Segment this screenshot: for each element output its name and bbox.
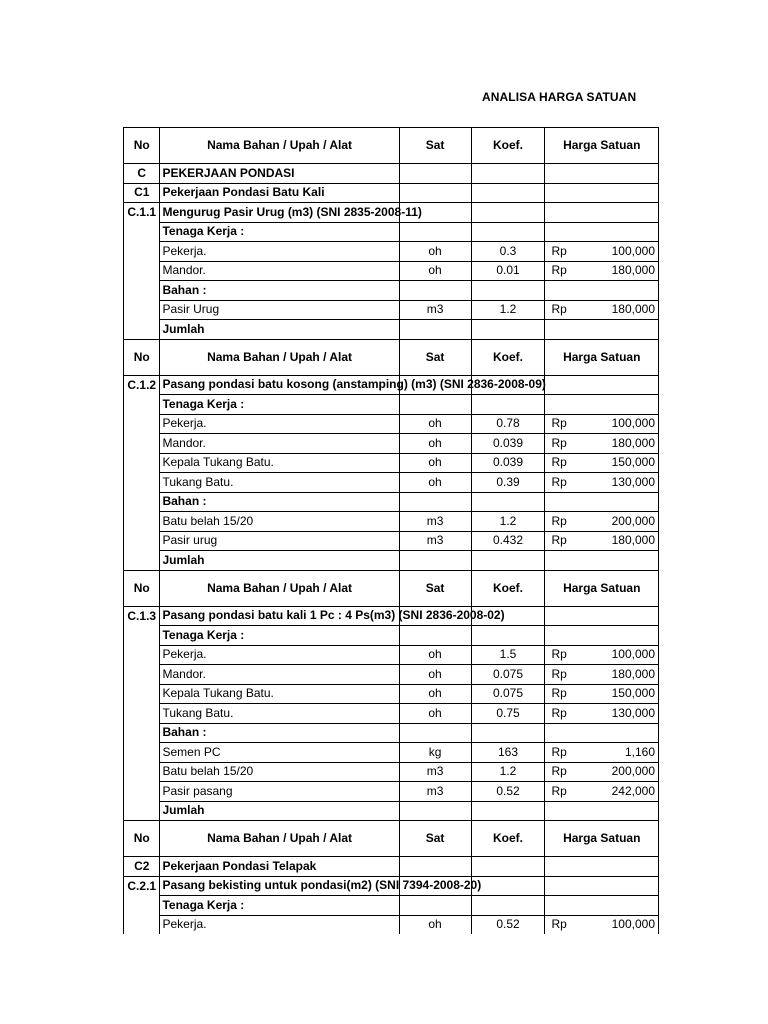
row-unit — [399, 723, 471, 743]
row-number — [124, 320, 160, 340]
price-cell — [547, 474, 656, 491]
price-cell — [547, 705, 656, 722]
table-row — [124, 723, 659, 743]
row-price — [545, 762, 659, 782]
row-price — [545, 531, 659, 551]
row-description: Pekerja. — [160, 242, 399, 262]
row-description: Jumlah — [160, 320, 399, 340]
row-unit: m3 — [399, 762, 471, 782]
row-description: Tenaga Kerja : — [160, 626, 399, 646]
row-price — [545, 876, 659, 896]
row-unit: oh — [399, 684, 471, 704]
price-value: 150,000 — [611, 455, 655, 470]
currency-label: Rp — [551, 917, 567, 932]
price-cell — [547, 415, 656, 432]
table-row — [124, 300, 659, 320]
row-description: Tenaga Kerja : — [160, 395, 399, 415]
row-unit: m3 — [399, 512, 471, 532]
table-row — [124, 626, 659, 646]
row-number — [124, 473, 160, 493]
currency-label: Rp — [551, 705, 567, 720]
row-price — [545, 857, 659, 877]
currency-label: Rp — [551, 686, 567, 701]
row-unit: oh — [399, 704, 471, 724]
price-value: 180,000 — [611, 533, 655, 548]
row-description: Mandor. — [160, 434, 399, 454]
row-description: Pekerja. — [160, 915, 399, 934]
row-number: C.2.1 — [124, 876, 160, 896]
row-number — [124, 512, 160, 532]
table-row — [124, 665, 659, 685]
row-price — [545, 222, 659, 242]
currency-label: Rp — [551, 455, 567, 470]
row-description: Batu belah 15/20 — [160, 512, 399, 532]
row-unit: oh — [399, 473, 471, 493]
row-coefficient — [471, 896, 545, 916]
row-description: Pasang pondasi batu kosong (anstamping) (m3) (SNI 2836-2008-09) — [160, 375, 399, 395]
row-price — [545, 434, 659, 454]
row-unit: oh — [399, 453, 471, 473]
row-price — [545, 300, 659, 320]
row-price — [545, 473, 659, 493]
header-coef: Koef. — [471, 821, 545, 857]
row-description: Mengurug Pasir Urug (m3) (SNI 2835-2008-11) — [160, 203, 399, 223]
row-price — [545, 281, 659, 301]
row-price — [545, 320, 659, 340]
row-unit — [399, 164, 471, 184]
row-number — [124, 453, 160, 473]
price-value: 100,000 — [611, 416, 655, 431]
row-number — [124, 896, 160, 916]
row-description: Pekerjaan Pondasi Telapak — [160, 857, 399, 877]
row-price — [545, 684, 659, 704]
row-number: C.1.2 — [124, 375, 160, 395]
table-row — [124, 242, 659, 262]
row-price — [545, 665, 659, 685]
header-coef: Koef. — [471, 339, 545, 375]
price-cell — [547, 243, 656, 260]
row-description: Kepala Tukang Batu. — [160, 453, 399, 473]
table-row — [124, 915, 659, 934]
table-row — [124, 375, 659, 395]
header-no: No — [124, 128, 160, 164]
row-number — [124, 915, 160, 934]
header-name: Nama Bahan / Upah / Alat — [160, 128, 399, 164]
row-description: Pasir Urug — [160, 300, 399, 320]
row-price — [545, 896, 659, 916]
page-title: ANALISA HARGA SATUAN — [482, 90, 637, 104]
row-description: Pekerja. — [160, 414, 399, 434]
row-coefficient: 1.2 — [471, 512, 545, 532]
header-row — [124, 339, 659, 375]
price-value: 1,160 — [624, 744, 655, 759]
row-description: Jumlah — [160, 801, 399, 821]
table-row — [124, 281, 659, 301]
row-description: Pekerja. — [160, 645, 399, 665]
row-unit: oh — [399, 414, 471, 434]
row-description: Pasir pasang — [160, 782, 399, 802]
row-number — [124, 704, 160, 724]
row-number: C2 — [124, 857, 160, 877]
row-number — [124, 222, 160, 242]
row-number — [124, 723, 160, 743]
table-row — [124, 645, 659, 665]
row-price — [545, 453, 659, 473]
currency-label: Rp — [551, 647, 567, 662]
table-row — [124, 164, 659, 184]
row-description: Kepala Tukang Batu. — [160, 684, 399, 704]
row-description: Mandor. — [160, 665, 399, 685]
table-row — [124, 512, 659, 532]
table-row — [124, 684, 659, 704]
currency-label: Rp — [551, 744, 567, 759]
table-row — [124, 876, 659, 896]
price-value: 130,000 — [611, 705, 655, 720]
price-value: 200,000 — [611, 764, 655, 779]
row-description: Tukang Batu. — [160, 473, 399, 493]
price-cell — [547, 763, 656, 780]
table-row — [124, 473, 659, 493]
row-description: Pasang pondasi batu kali 1 Pc : 4 Ps(m3) (SNI 2836-2008-02) — [160, 606, 399, 626]
price-value: 180,000 — [611, 302, 655, 317]
header-unit: Sat — [399, 128, 471, 164]
price-cell — [547, 454, 656, 471]
row-description: Tukang Batu. — [160, 704, 399, 724]
row-coefficient: 163 — [471, 743, 545, 763]
table-row — [124, 896, 659, 916]
row-description: Mandor. — [160, 261, 399, 281]
row-unit — [399, 896, 471, 916]
row-number — [124, 395, 160, 415]
row-coefficient — [471, 203, 545, 223]
row-coefficient — [471, 876, 545, 896]
header-name: Nama Bahan / Upah / Alat — [160, 339, 399, 375]
price-cell — [547, 532, 656, 549]
table-row — [124, 222, 659, 242]
row-number: C.1.1 — [124, 203, 160, 223]
row-description: Tenaga Kerja : — [160, 896, 399, 916]
price-cell — [547, 744, 656, 761]
row-unit — [399, 222, 471, 242]
currency-label: Rp — [551, 243, 567, 258]
price-cell — [547, 301, 656, 318]
table-row — [124, 395, 659, 415]
row-number — [124, 300, 160, 320]
currency-label: Rp — [551, 533, 567, 548]
row-number — [124, 531, 160, 551]
row-coefficient — [471, 320, 545, 340]
row-number — [124, 645, 160, 665]
row-number: C1 — [124, 183, 160, 203]
row-unit — [399, 801, 471, 821]
price-cell — [547, 916, 656, 933]
row-coefficient — [471, 626, 545, 646]
header-name: Nama Bahan / Upah / Alat — [160, 821, 399, 857]
currency-label: Rp — [551, 416, 567, 431]
table-row — [124, 857, 659, 877]
row-unit: m3 — [399, 531, 471, 551]
row-price — [545, 743, 659, 763]
table-row — [124, 704, 659, 724]
row-price — [545, 782, 659, 802]
table-row — [124, 606, 659, 626]
row-price — [545, 704, 659, 724]
row-number — [124, 242, 160, 262]
header-row — [124, 821, 659, 857]
row-coefficient: 0.52 — [471, 915, 545, 934]
row-number — [124, 684, 160, 704]
row-unit — [399, 320, 471, 340]
row-number — [124, 434, 160, 454]
row-unit: oh — [399, 665, 471, 685]
price-cell — [547, 666, 656, 683]
currency-label: Rp — [551, 302, 567, 317]
header-row — [124, 128, 659, 164]
header-unit: Sat — [399, 570, 471, 606]
row-price — [545, 395, 659, 415]
row-description: Bahan : — [160, 281, 399, 301]
row-coefficient: 0.039 — [471, 434, 545, 454]
row-number — [124, 762, 160, 782]
table-row — [124, 261, 659, 281]
price-cell — [547, 685, 656, 702]
row-unit: oh — [399, 242, 471, 262]
row-price — [545, 645, 659, 665]
table-row — [124, 492, 659, 512]
price-analysis-table — [123, 127, 659, 934]
table-row — [124, 453, 659, 473]
row-unit — [399, 492, 471, 512]
row-unit — [399, 281, 471, 301]
currency-label: Rp — [551, 435, 567, 450]
table-row — [124, 801, 659, 821]
table-row — [124, 782, 659, 802]
header-row — [124, 570, 659, 606]
header-coef: Koef. — [471, 570, 545, 606]
header-unit: Sat — [399, 339, 471, 375]
row-coefficient — [471, 222, 545, 242]
row-coefficient — [471, 551, 545, 571]
row-number — [124, 626, 160, 646]
row-unit — [399, 857, 471, 877]
currency-label: Rp — [551, 474, 567, 489]
price-value: 100,000 — [611, 917, 655, 932]
currency-label: Rp — [551, 764, 567, 779]
row-description: Pasang bekisting untuk pondasi(m2) (SNI 7394-2008-20) — [160, 876, 399, 896]
row-price — [545, 915, 659, 934]
row-coefficient: 0.432 — [471, 531, 545, 551]
header-no: No — [124, 339, 160, 375]
row-number — [124, 743, 160, 763]
row-description: Tenaga Kerja : — [160, 222, 399, 242]
row-coefficient: 0.3 — [471, 242, 545, 262]
row-coefficient — [471, 492, 545, 512]
row-coefficient — [471, 281, 545, 301]
currency-label: Rp — [551, 513, 567, 528]
price-value: 180,000 — [611, 435, 655, 450]
price-value: 180,000 — [611, 666, 655, 681]
price-cell — [547, 262, 656, 279]
table-row — [124, 183, 659, 203]
row-number — [124, 551, 160, 571]
row-coefficient: 1.2 — [471, 762, 545, 782]
row-coefficient: 0.075 — [471, 684, 545, 704]
row-number — [124, 414, 160, 434]
table-row — [124, 551, 659, 571]
price-cell — [547, 435, 656, 452]
header-unit: Sat — [399, 821, 471, 857]
price-value: 242,000 — [611, 783, 655, 798]
price-value: 100,000 — [611, 243, 655, 258]
price-value: 150,000 — [611, 686, 655, 701]
row-coefficient: 0.52 — [471, 782, 545, 802]
table-row — [124, 203, 659, 223]
currency-label: Rp — [551, 783, 567, 798]
row-unit: m3 — [399, 300, 471, 320]
row-price — [545, 203, 659, 223]
currency-label: Rp — [551, 666, 567, 681]
row-coefficient — [471, 857, 545, 877]
row-unit: m3 — [399, 782, 471, 802]
row-price — [545, 375, 659, 395]
price-value: 180,000 — [611, 263, 655, 278]
header-no: No — [124, 570, 160, 606]
header-name: Nama Bahan / Upah / Alat — [160, 570, 399, 606]
row-coefficient: 0.78 — [471, 414, 545, 434]
row-coefficient: 1.5 — [471, 645, 545, 665]
currency-label: Rp — [551, 263, 567, 278]
row-price — [545, 414, 659, 434]
row-coefficient: 0.01 — [471, 261, 545, 281]
row-price — [545, 626, 659, 646]
row-number — [124, 782, 160, 802]
row-unit — [399, 395, 471, 415]
row-price — [545, 492, 659, 512]
row-description: Pasir urug — [160, 531, 399, 551]
price-cell — [547, 646, 656, 663]
header-price: Harga Satuan — [545, 821, 659, 857]
table-row — [124, 434, 659, 454]
row-description: Batu belah 15/20 — [160, 762, 399, 782]
row-price — [545, 512, 659, 532]
row-price — [545, 606, 659, 626]
row-unit: oh — [399, 261, 471, 281]
row-description: PEKERJAAN PONDASI — [160, 164, 399, 184]
row-unit: kg — [399, 743, 471, 763]
row-number — [124, 261, 160, 281]
price-cell — [547, 513, 656, 530]
row-number — [124, 665, 160, 685]
header-coef: Koef. — [471, 128, 545, 164]
price-value: 100,000 — [611, 647, 655, 662]
price-value: 130,000 — [611, 474, 655, 489]
price-cell — [547, 783, 656, 800]
row-description: Semen PC — [160, 743, 399, 763]
table-row — [124, 414, 659, 434]
row-price — [545, 551, 659, 571]
row-price — [545, 261, 659, 281]
row-price — [545, 183, 659, 203]
row-coefficient — [471, 183, 545, 203]
row-coefficient: 0.039 — [471, 453, 545, 473]
row-price — [545, 242, 659, 262]
row-description: Jumlah — [160, 551, 399, 571]
row-unit: oh — [399, 915, 471, 934]
row-unit — [399, 551, 471, 571]
row-coefficient — [471, 395, 545, 415]
table-row — [124, 531, 659, 551]
row-coefficient: 0.075 — [471, 665, 545, 685]
row-price — [545, 164, 659, 184]
price-value: 200,000 — [611, 513, 655, 528]
row-number: C.1.3 — [124, 606, 160, 626]
row-number — [124, 801, 160, 821]
row-number — [124, 492, 160, 512]
table-row — [124, 320, 659, 340]
header-price: Harga Satuan — [545, 570, 659, 606]
row-coefficient — [471, 723, 545, 743]
row-description: Pekerjaan Pondasi Batu Kali — [160, 183, 399, 203]
table-row — [124, 743, 659, 763]
row-description: Bahan : — [160, 492, 399, 512]
row-price — [545, 801, 659, 821]
row-unit — [399, 183, 471, 203]
row-unit: oh — [399, 645, 471, 665]
row-unit: oh — [399, 434, 471, 454]
row-coefficient: 0.39 — [471, 473, 545, 493]
row-coefficient: 1.2 — [471, 300, 545, 320]
row-unit — [399, 626, 471, 646]
row-coefficient — [471, 164, 545, 184]
row-number: C — [124, 164, 160, 184]
header-no: No — [124, 821, 160, 857]
row-number — [124, 281, 160, 301]
row-price — [545, 723, 659, 743]
row-description: Bahan : — [160, 723, 399, 743]
row-coefficient — [471, 801, 545, 821]
row-coefficient: 0.75 — [471, 704, 545, 724]
header-price: Harga Satuan — [545, 339, 659, 375]
header-price: Harga Satuan — [545, 128, 659, 164]
table-row — [124, 762, 659, 782]
